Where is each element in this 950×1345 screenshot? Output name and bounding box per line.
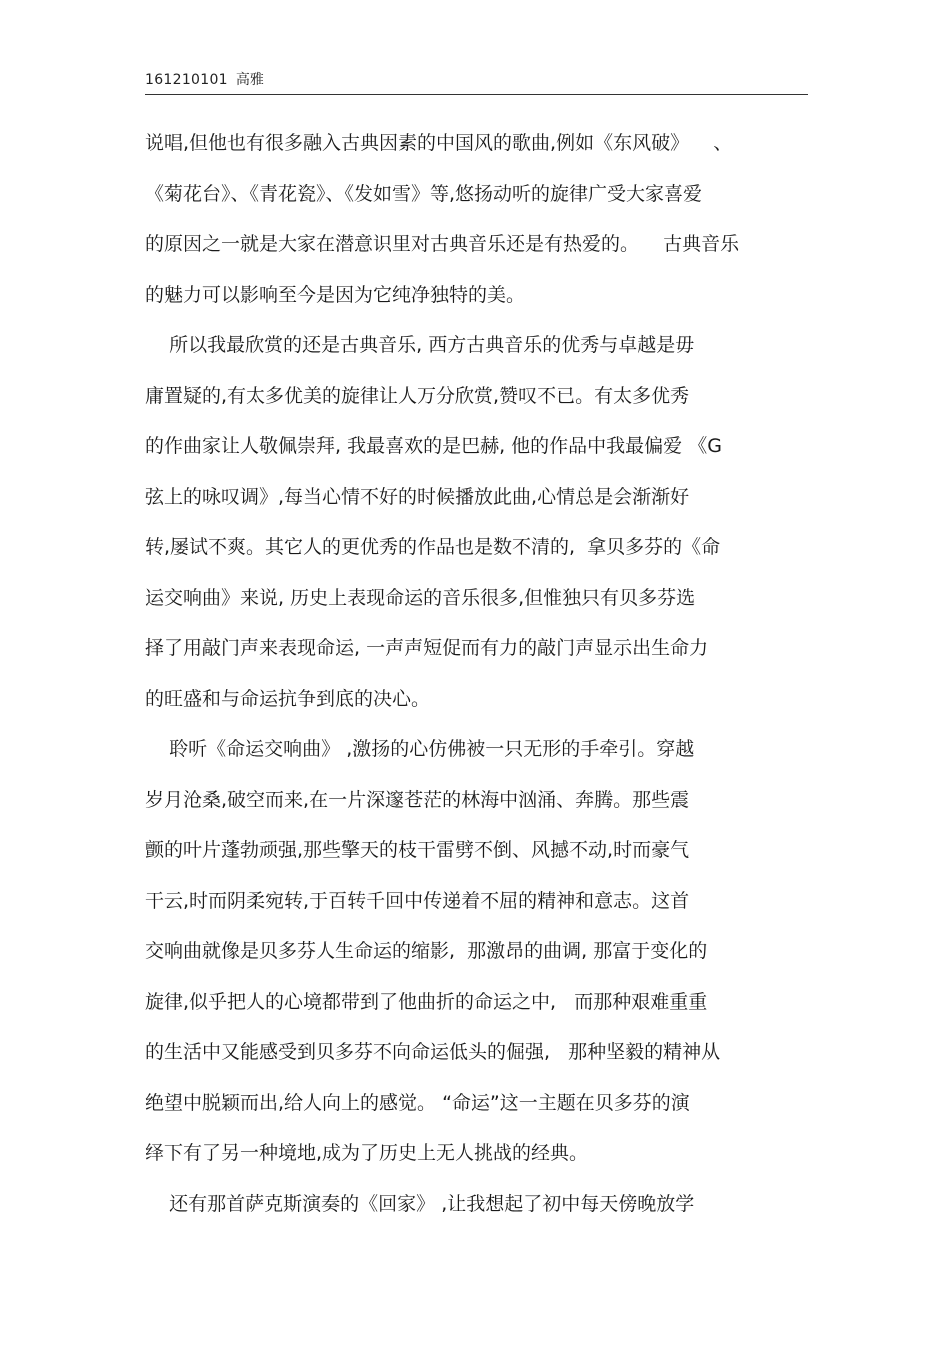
text-line: 旋律,似乎把人的心境都带到了他曲折的命运之中, 而那种艰难重重	[145, 990, 708, 1013]
essay-body	[145, 118, 805, 1229]
text-line: 的生活中又能感受到贝多芬不向命运低头的倔强, 那种坚毅的精神从	[145, 1041, 721, 1063]
text-line: 转,屡试不爽。其它人的更优秀的作品也是数不清的, 拿贝多芬的《命	[145, 536, 721, 558]
text-line: 说唱,但他也有很多融入古典因素的中国风的歌曲,例如《东风破》 、	[145, 132, 733, 154]
text-line: 绝望中脱颖而出,给人向上的感觉。 “命运”这一主题在贝多芬的演	[145, 1091, 690, 1114]
text-line: 《菊花台》、《青花瓷》、《发如雪》等,悠扬动听的旋律广受大家喜爱	[145, 182, 703, 205]
text-line: 的魅力可以影响至今是因为它纯净独特的美。	[145, 283, 526, 306]
page-header	[145, 70, 808, 95]
text-line: 干云,时而阴柔宛转,于百转千回中传递着不屈的精神和意志。这首	[145, 889, 690, 912]
author-name: 高雅	[235, 72, 264, 88]
text-line: 交响曲就像是贝多芬人生命运的缩影, 那激昂的曲调, 那富于变化的	[145, 940, 708, 962]
text-line: 择了用敲门声来表现命运, 一声声短促而有力的敲门声显示出生命力	[145, 637, 709, 659]
text-line: 所以我最欣赏的还是古典音乐, 西方古典音乐的优秀与卓越是毋	[145, 334, 695, 356]
text-line: 岁月沧桑,破空而来,在一片深邃苍茫的林海中汹涌、奔腾。那些震	[145, 788, 690, 811]
text-line: 绎下有了另一种境地,成为了历史上无人挑战的经典。	[145, 1142, 589, 1164]
text-line: 庸置疑的,有太多优美的旋律让人万分欣赏,赞叹不已。有太多优秀	[145, 384, 690, 407]
text-line: 的原因之一就是大家在潜意识里对古典音乐还是有热爱的。 古典音乐	[145, 233, 740, 255]
text-line: 聆听《命运交响曲》 ,激扬的心仿佛被一只无形的手牵引。穿越	[145, 738, 695, 760]
text-line: 弦上的咏叹调》,每当心情不好的时候播放此曲,心情总是会渐渐好	[145, 485, 690, 508]
text-line: 运交响曲》来说, 历史上表现命运的音乐很多,但惟独只有贝多芬选	[145, 586, 696, 609]
text-line: 的旺盛和与命运抗争到底的决心。	[145, 687, 431, 710]
text-line: 的作曲家让人敬佩崇拜, 我最喜欢的是巴赫, 他的作品中我最偏爱 《G	[145, 435, 722, 457]
text-line: 颤的叶片蓬勃顽强,那些擎天的枝干雷劈不倒、风撼不动,时而豪气	[145, 839, 690, 861]
student-id: 161210101	[145, 72, 228, 88]
text-line: 还有那首萨克斯演奏的《回家》 ,让我想起了初中每天傍晚放学	[145, 1192, 695, 1215]
